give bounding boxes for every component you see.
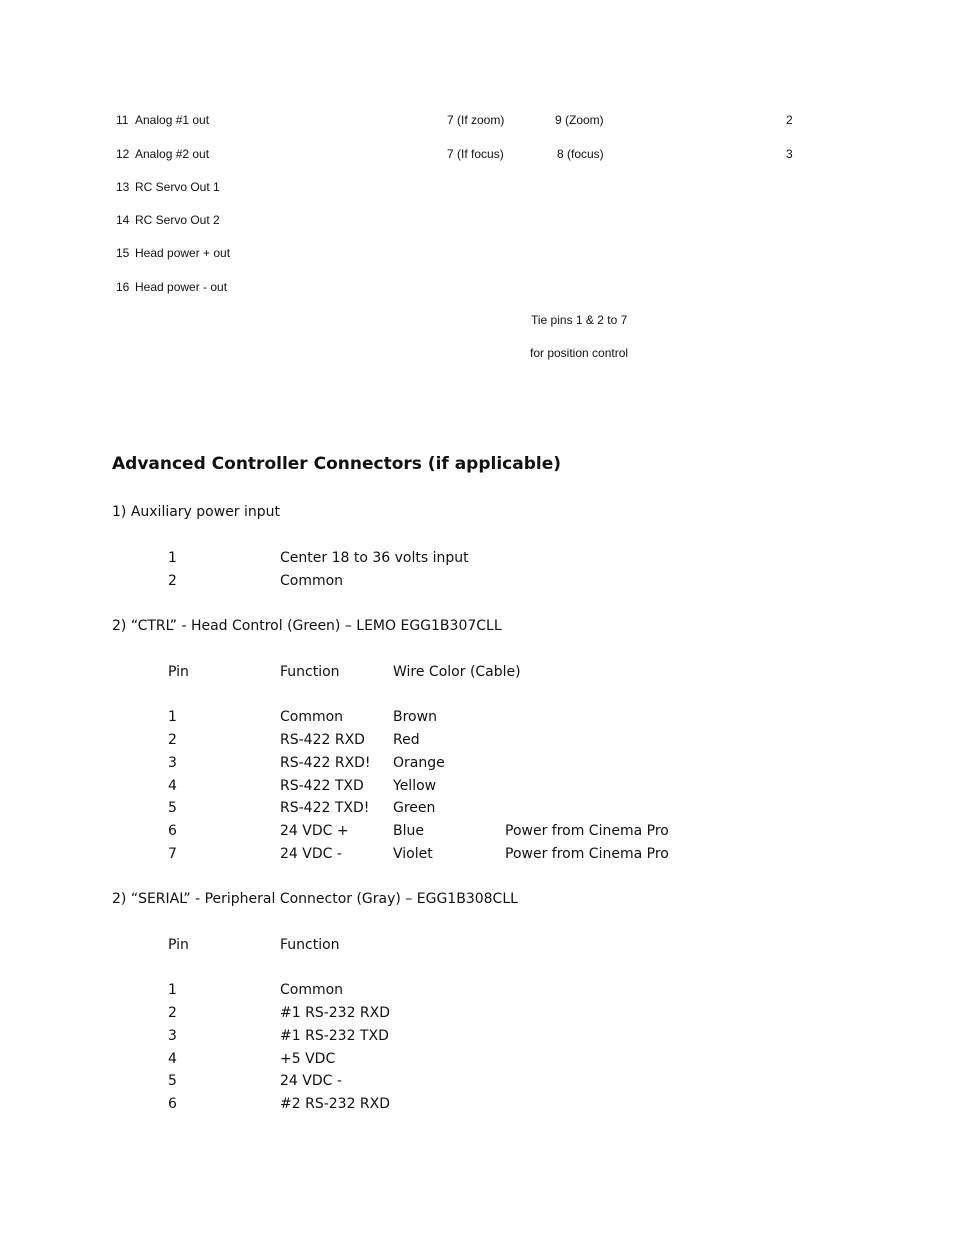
wire-color-cell: Violet [393,846,433,862]
pin-label: Head power - out [135,280,228,294]
pin-col-b: 9 (Zoom) [555,113,604,127]
pin-col-b: 8 (focus) [557,147,604,161]
table-row [0,980,954,1000]
table-note: Tie pins 1 & 2 to 7 [531,313,628,327]
pin-cell: 5 [168,800,177,816]
table-row [0,1003,954,1023]
function-cell: #1 RS-232 RXD [280,1005,391,1021]
pin-label: RC Servo Out 1 [135,180,220,194]
function-cell: RS-422 RXD [280,732,365,748]
pin-cell: 7 [168,846,177,862]
pin-label: Head power + out [135,246,231,260]
aux-power-title: 1) Auxiliary power input [112,504,281,520]
table-row [0,1049,954,1069]
pin-col-a: 7 (If focus) [447,147,504,161]
pin-table-row [0,212,954,228]
table-header-row [0,935,954,955]
function-cell: Common [280,982,344,998]
pin-cell: 3 [168,755,177,771]
table-row [0,753,954,773]
wire-color-cell: Orange [393,755,445,771]
wire-color-cell: Yellow [393,778,437,794]
table-row [0,821,954,841]
pin-table-row [0,245,954,261]
pin-cell: 5 [168,1073,177,1089]
function-cell: 24 VDC + [280,823,349,839]
table-row [0,1026,954,1046]
table-row [0,844,954,864]
pin-number: 15 [116,246,130,260]
function-header: Function [280,664,340,680]
function-cell: RS-422 TXD [280,778,364,794]
pin-label: Analog #1 out [135,113,210,127]
function-cell: Common [280,573,344,589]
table-row [0,776,954,796]
pin-number: 13 [116,180,130,194]
pin-header: Pin [168,937,189,953]
pin-cell: 6 [168,823,177,839]
pin-cell: 4 [168,778,177,794]
table-note: for position control [530,346,629,360]
pin-table-row [0,112,954,128]
pin-table-row [0,279,954,295]
pin-label: Analog #2 out [135,147,210,161]
pin-cell: 2 [168,573,177,589]
function-header: Function [280,937,340,953]
wire-color-cell: Red [393,732,420,748]
wire-color-header: Wire Color (Cable) [393,664,521,680]
note-cell: Power from Cinema Pro [505,846,669,862]
table-header-row [0,662,954,682]
table-row [0,730,954,750]
wire-color-cell: Blue [393,823,424,839]
pin-cell: 3 [168,1028,177,1044]
table-row [0,1094,954,1114]
table-row [0,798,954,818]
function-cell: #2 RS-232 RXD [280,1096,391,1112]
pin-cell: 6 [168,1096,177,1112]
serial-connector-title: 2) “SERIAL” - Peripheral Connector (Gray) – EGG1B308CLL [112,891,518,907]
pin-cell: 4 [168,1051,177,1067]
table-row [0,1071,954,1091]
function-cell: #1 RS-232 TXD [280,1028,389,1044]
function-cell: 24 VDC - [280,846,342,862]
function-cell: Center 18 to 36 volts input [280,550,469,566]
pin-cell: 1 [168,982,177,998]
ctrl-connector-title: 2) “CTRL” - Head Control (Green) – LEMO EGG1B307CLL [112,618,502,634]
pin-number: 12 [116,147,130,161]
pin-label: RC Servo Out 2 [135,213,220,227]
pin-cell: 2 [168,732,177,748]
function-cell: Common [280,709,344,725]
function-cell: +5 VDC [280,1051,336,1067]
wire-color-cell: Brown [393,709,437,725]
pin-number: 11 [116,113,129,127]
pin-number: 14 [116,213,130,227]
note-cell: Power from Cinema Pro [505,823,669,839]
table-row [0,571,954,591]
table-row [0,548,954,568]
function-cell: RS-422 RXD! [280,755,371,771]
function-cell: 24 VDC - [280,1073,342,1089]
wire-color-cell: Green [393,800,436,816]
pin-cell: 1 [168,550,177,566]
pin-cell: 2 [168,1005,177,1021]
pin-cell: 1 [168,709,177,725]
function-cell: RS-422 TXD! [280,800,370,816]
pin-table-row [0,179,954,195]
pin-table-row [0,146,954,162]
pin-col-c: 2 [786,113,793,127]
pin-header: Pin [168,664,189,680]
section-heading: Advanced Controller Connectors (if applicable) [112,454,562,474]
pin-col-a: 7 (If zoom) [447,113,505,127]
pin-number: 16 [116,280,130,294]
table-row [0,707,954,727]
pin-col-c: 3 [786,147,793,161]
